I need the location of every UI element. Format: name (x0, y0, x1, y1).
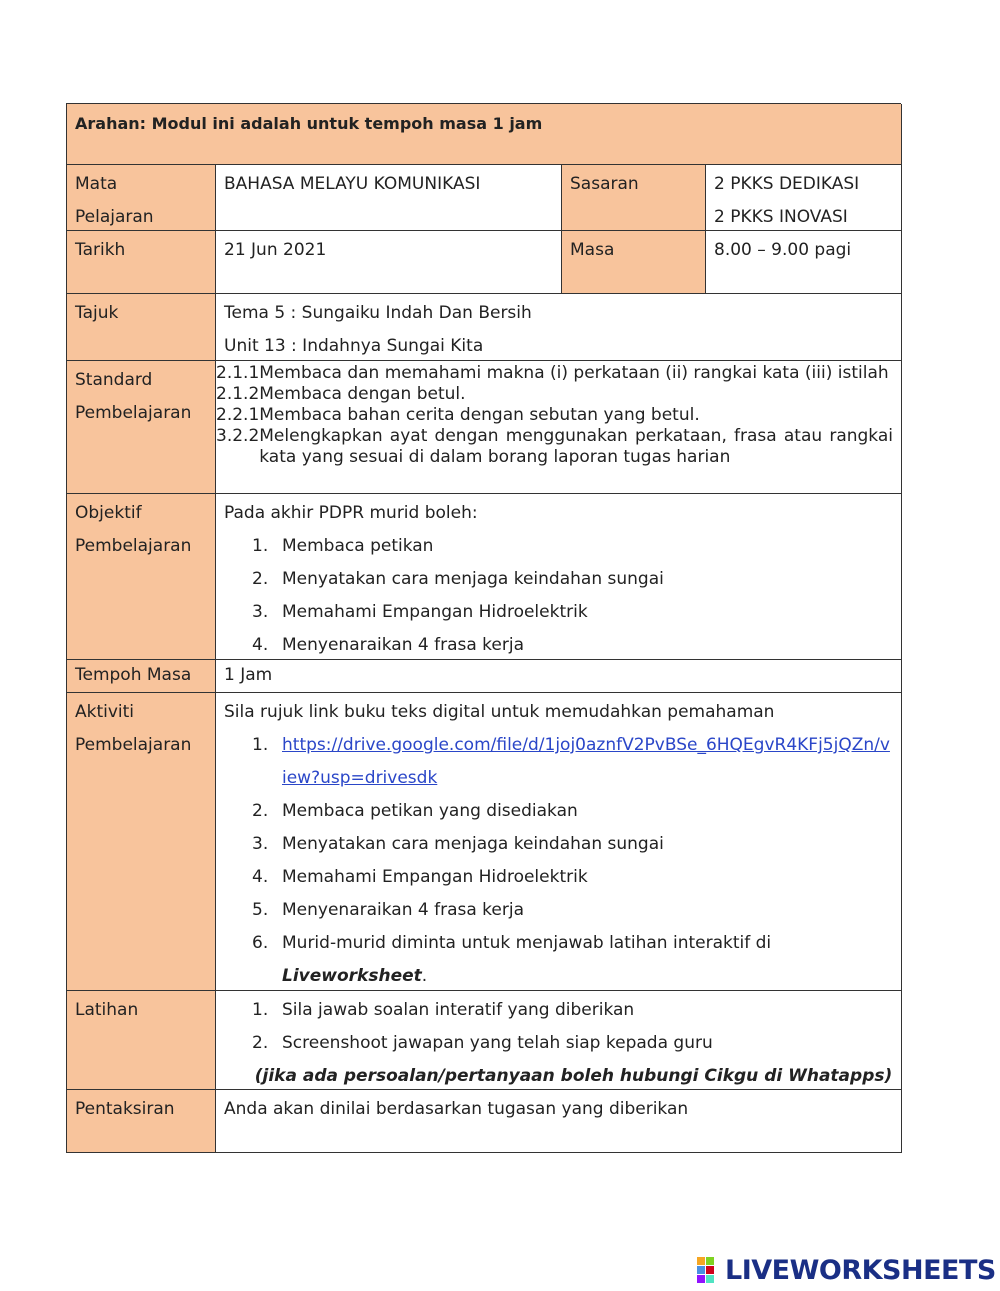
standard-text: Membaca bahan cerita dengan sebutan yang betul. (259, 405, 700, 425)
topic-unit: Unit 13 : Indahnya Sungai Kita (224, 336, 484, 356)
objective-label (67, 494, 216, 660)
standard-label-line2: Pembelajaran (75, 403, 192, 423)
standard-label-line1: Standard (75, 370, 153, 390)
list-text: Menyenaraikan 4 frasa kerja (282, 635, 525, 655)
list-item (252, 563, 893, 596)
standard-number: 2.2.1 (216, 405, 260, 425)
list-text: Membaca petikan (282, 536, 434, 556)
duration-value: 1 Jam (216, 660, 902, 693)
standard-number: 3.2.2 (216, 426, 260, 446)
textbook-link[interactable]: https://drive.google.com/file/d/1joj0aznfV2PvBSe_6HQEgvR4KFj5jQZn/view?usp=drivesdk (282, 735, 890, 788)
list-item (252, 994, 893, 1027)
activity-label-line1: Aktiviti (75, 702, 135, 722)
list-number: 2. (252, 801, 269, 821)
list-text: Membaca petikan yang disediakan (282, 801, 578, 821)
objective-label-line1: Objektif (75, 503, 142, 523)
list-text: Menyatakan cara menjaga keindahan sungai (282, 834, 664, 854)
target-value-2: 2 PKKS INOVASI (714, 207, 848, 227)
objective-list (224, 530, 893, 660)
topic-value (216, 294, 902, 361)
list-item (252, 795, 893, 828)
exercise-label: Latihan (67, 991, 216, 1090)
list-item (252, 530, 893, 563)
subject-label-line2: Pelajaran (75, 207, 154, 227)
standard-text: Melengkapkan ayat dengan menggunakan perkataan, frasa atau rangkai kata yang sesuai di dalam borang laporan tugas harian (259, 426, 893, 467)
logo-blocks-icon (697, 1257, 723, 1283)
standard-number: 2.1.2 (216, 384, 260, 404)
liveworksheets-logo (697, 1253, 996, 1287)
list-number: 2. (252, 569, 269, 589)
list-text: Memahami Empangan Hidroelektrik (282, 867, 588, 887)
standard-item (216, 363, 893, 384)
date-label: Tarikh (67, 231, 216, 294)
list-item (252, 1027, 893, 1060)
date-value: 21 Jun 2021 (216, 231, 562, 294)
list-text: Menyatakan cara menjaga keindahan sungai (282, 569, 664, 589)
logo-text: LIVEWORKSHEETS (725, 1254, 996, 1286)
standard-item (216, 384, 893, 405)
standard-item (216, 405, 893, 426)
list-text: Sila jawab soalan interatif yang diberikan (282, 1000, 635, 1020)
module-table (66, 103, 901, 1153)
standard-label (67, 361, 216, 494)
subject-label-line1: Mata (75, 174, 118, 194)
activity-intro: Sila rujuk link buku teks digital untuk memudahkan pemahaman (224, 702, 775, 722)
list-number: 2. (252, 1033, 269, 1053)
list-number: 5. (252, 900, 269, 920)
standard-number: 2.1.1 (216, 363, 260, 383)
list-number: 3. (252, 834, 269, 854)
topic-theme: Tema 5 : Sungaiku Indah Dan Bersih (224, 303, 532, 323)
list-item (252, 596, 893, 629)
target-values (706, 165, 902, 231)
subject-label (67, 165, 216, 231)
list-number: 1. (252, 536, 269, 556)
list-text-end: . (421, 966, 428, 986)
time-value: 8.00 – 9.00 pagi (706, 231, 902, 294)
exercise-content (216, 991, 902, 1090)
list-number: 6. (252, 933, 269, 953)
activity-label-line2: Pembelajaran (75, 735, 192, 755)
list-item (252, 927, 893, 991)
topic-label: Tajuk (67, 294, 216, 361)
objective-intro: Pada akhir PDPR murid boleh: (224, 503, 478, 523)
list-number: 4. (252, 867, 269, 887)
list-text: Screenshoot jawapan yang telah siap kepada guru (282, 1033, 713, 1053)
liveworksheet-emphasis: Liveworksheet (282, 966, 422, 986)
assessment-label: Pentaksiran (67, 1090, 216, 1153)
list-number: 1. (252, 735, 269, 755)
target-value-1: 2 PKKS DEDIKASI (714, 174, 860, 194)
standard-text: Membaca dengan betul. (259, 384, 466, 404)
target-label: Sasaran (562, 165, 706, 231)
list-item (252, 894, 893, 927)
list-text (282, 927, 893, 991)
list-item (252, 729, 893, 795)
contact-note: (jika ada persoalan/pertanyaan boleh hubungi Cikgu di Whatapps) (254, 1066, 893, 1086)
list-number: 4. (252, 635, 269, 655)
activity-label (67, 693, 216, 991)
list-item (252, 828, 893, 861)
assessment-value: Anda akan dinilai berdasarkan tugasan yang diberikan (216, 1090, 902, 1153)
list-number: 3. (252, 602, 269, 622)
activity-list (224, 729, 893, 991)
activity-content (216, 693, 902, 991)
list-text: Menyenaraikan 4 frasa kerja (282, 900, 525, 920)
standard-item (216, 426, 893, 468)
subject-value: BAHASA MELAYU KOMUNIKASI (216, 165, 562, 231)
instruction-header: Arahan: Modul ini adalah untuk tempoh masa 1 jam (67, 104, 902, 165)
list-item (252, 861, 893, 894)
list-text-main: Murid-murid diminta untuk menjawab latihan interaktif di (282, 933, 772, 953)
time-label: Masa (562, 231, 706, 294)
standard-text: Membaca dan memahami makna (i) perkataan (ii) rangkai kata (iii) istilah (259, 363, 889, 383)
list-number: 1. (252, 1000, 269, 1020)
standard-list (216, 361, 902, 494)
exercise-list (224, 994, 893, 1060)
duration-label: Tempoh Masa (67, 660, 216, 693)
objective-content (216, 494, 902, 660)
objective-label-line2: Pembelajaran (75, 536, 192, 556)
list-item (252, 629, 893, 660)
list-text: Memahami Empangan Hidroelektrik (282, 602, 588, 622)
